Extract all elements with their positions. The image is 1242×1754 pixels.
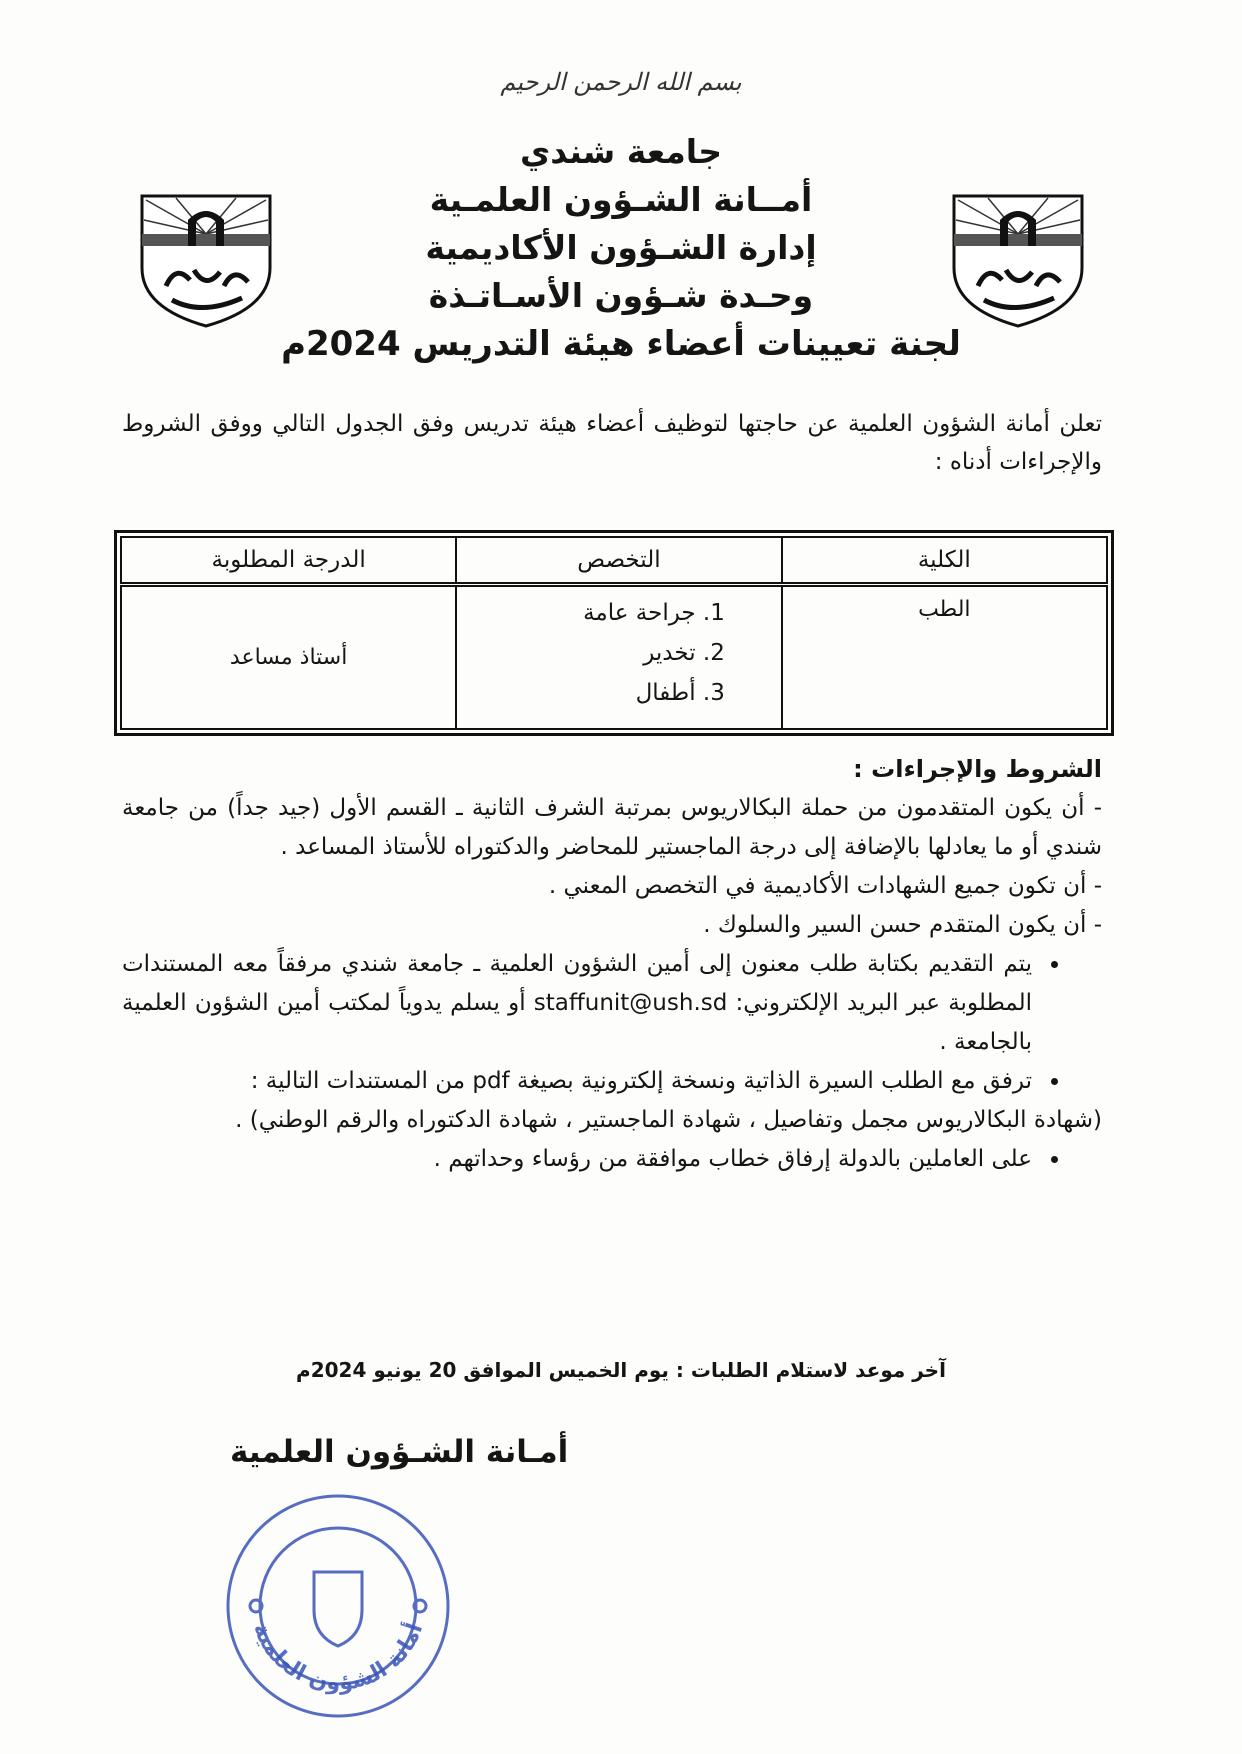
deadline-text: آخر موعد لاستلام الطلبات : يوم الخميس الموافق 20 يونيو 2024م: [296, 1358, 946, 1382]
table-row: [121, 585, 1107, 730]
positions-table: [114, 530, 1114, 736]
official-stamp-icon: [222, 1490, 454, 1722]
procedure-item: • على العاملين بالدولة إرفاق خطاب موافقة من رؤساء وحداتهم .: [122, 1140, 1038, 1179]
signoff-title: أمـانة الشـؤون العلمية: [230, 1434, 569, 1470]
conditions-section: [122, 750, 1102, 1179]
header-specialty: التخصص: [456, 537, 781, 585]
header-faculty: الكلية: [782, 537, 1107, 585]
procedure-text: يتم التقديم بكتابة طلب معنون إلى أمين الشؤون العلمية ـ جامعة شندي مرفقاً معه المستندات المطلوبة عبر البريد الإلكتروني:: [122, 951, 1033, 1016]
unit-name: وحـدة شـؤون الأسـاتـذة: [428, 276, 814, 315]
specialty-item: 3. أطفال: [458, 673, 695, 713]
required-documents: (شهادة البكالاريوس مجمل وتفاصيل ، شهادة الماجستير ، شهادة الدكتوراه والرقم الوطني) .: [235, 1107, 1102, 1133]
condition-item: - أن يكون المتقدم حسن السير والسلوك .: [703, 912, 1102, 938]
secretariat-name: أمــانة الشـؤون العلمـية: [429, 180, 813, 219]
intro-paragraph: تعلن أمانة الشؤون العلمية عن حاجتها لتوظيف أعضاء هيئة تدريس وفق الجدول التالي ووفق الشروط والإجراءات أدناه :: [122, 411, 1102, 475]
university-crest-icon: [136, 190, 276, 330]
administration-name: إدارة الشـؤون الأكاديمية: [425, 228, 817, 267]
specialty-cell: [456, 585, 781, 730]
condition-item: - أن تكون جميع الشهادات الأكاديمية في التخصص المعني .: [548, 873, 1102, 899]
condition-item: - أن يكون المتقدمون من حملة البكالاريوس بمرتبة الشرف الثانية ـ القسم الأول (جيد جداً) من جامعة شندي أو ما يعادلها بالإضافة إلى درجة الماجستير للمحاضر والدكتوراه للأستاذ المساعد .: [122, 795, 1102, 860]
specialty-item: 1. جراحة عامة: [458, 593, 695, 633]
table-header-row: [121, 537, 1107, 585]
pdf-format: pdf: [472, 1068, 510, 1094]
conditions-title: الشروط والإجراءات :: [853, 755, 1102, 783]
header-degree: الدرجة المطلوبة: [121, 537, 456, 585]
faculty-cell: الطب: [782, 585, 1107, 730]
specialty-item: 2. تخدير: [458, 633, 695, 673]
procedure-item: [122, 1062, 1038, 1101]
basmala: بسم الله الرحمن الرحيم: [500, 68, 742, 96]
procedure-text: من المستندات التالية :: [250, 1068, 473, 1094]
university-name: جامعة شندي: [520, 132, 722, 171]
procedure-text: أو يسلم يدوياً لمكتب أمين الشؤون العلمية بالجامعة .: [122, 990, 1032, 1055]
email-link[interactable]: staffunit@ush.sd: [533, 990, 728, 1016]
university-crest-icon: [948, 190, 1088, 330]
committee-name: لجنة تعيينات أعضاء هيئة التدريس 2024م: [281, 324, 961, 364]
procedure-text: ترفق مع الطلب السيرة الذاتية ونسخة إلكترونية بصيغة: [509, 1068, 1032, 1094]
svg-text:أمانة الشؤون العلمية: أمانة الشؤون العلمية: [247, 1619, 429, 1696]
degree-cell: أستاذ مساعد: [229, 645, 348, 670]
procedure-item: [122, 945, 1038, 1062]
